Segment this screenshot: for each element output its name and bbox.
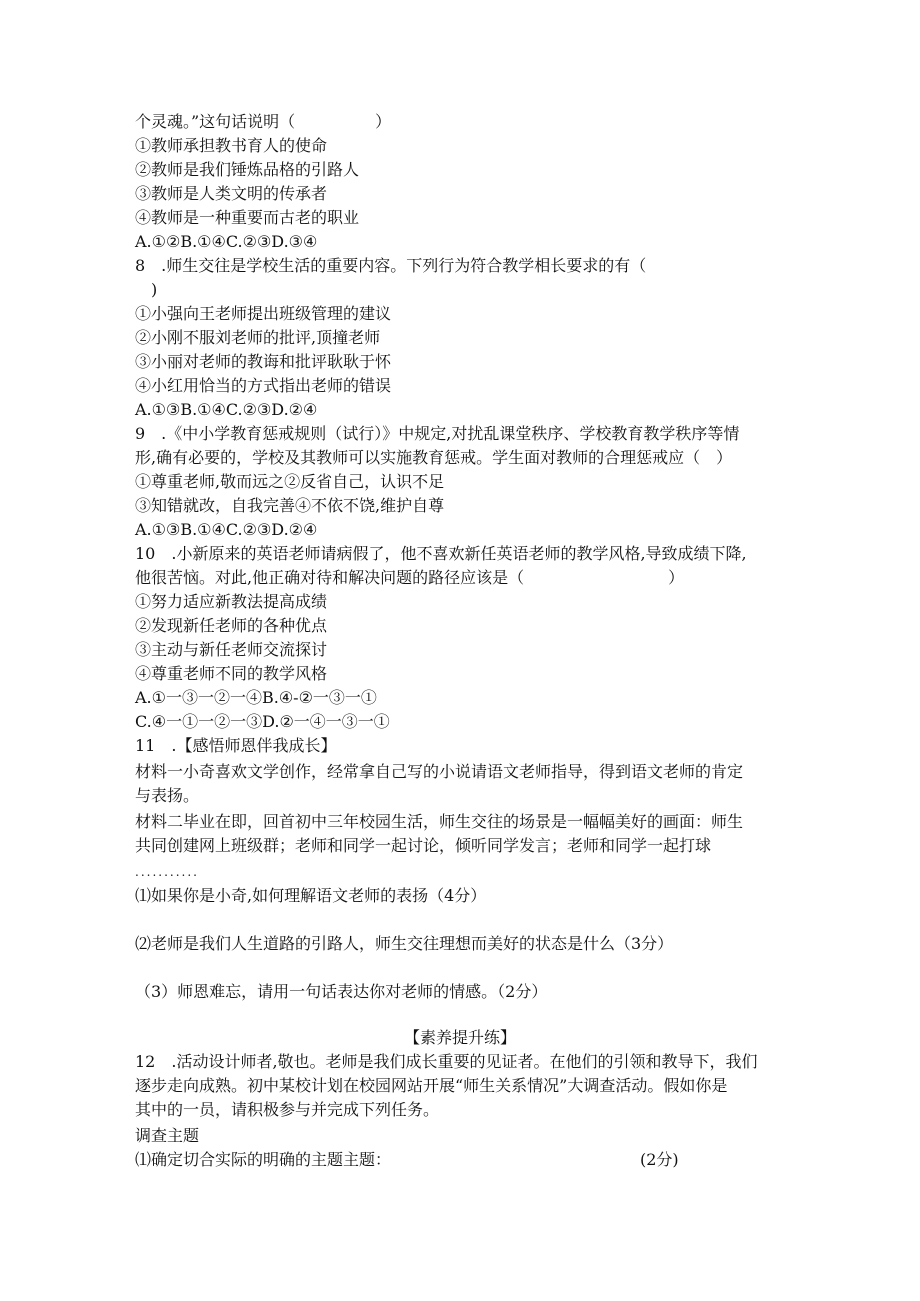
q8-option-1: ①小强向王老师提出班级管理的建议 [135,304,392,323]
q8-stem-cont: ) [135,280,158,299]
q7-option-3: ③教师是人类文明的传承者 [135,184,328,203]
q10-option-2: ②发现新任老师的各种优点 [135,616,328,635]
section-title: 【素养提升练】 [403,1028,516,1047]
q11-material2-line2: 共同创建网上班级群；老师和同学一起讨论，倾听同学发言；老师和同学一起打球 [135,836,712,855]
q9-options-line1: ①尊重老师,敬而远之②反省自己，认识不足 [135,472,445,491]
q7-option-1: ①教师承担教书育人的使命 [135,136,328,155]
q11-title: 11 .【感悟师恩伴我成长】 [135,736,337,755]
q12-stem-line2: 逐步走向成熟。初中某校计划在校园网站开展“师生关系情况”大调查活动。假如你是 [135,1076,728,1095]
q8-option-4: ④小红用恰当的方式指出老师的错误 [135,376,392,395]
q8-choices: A.①③B.①④C.②③D.②④ [135,400,318,419]
q12-stem-line1: 12 .活动设计师者,敬也。老师是我们成长重要的见证者。在他们的引领和教导下，我们 [135,1052,758,1071]
q12-subhead: 调查主题 [135,1126,200,1145]
q10-option-3: ③主动与新任老师交流探讨 [135,640,328,659]
q10-stem-line1: 10 .小新原来的英语老师请病假了，他不喜欢新任英语老师的教学风格,导致成绩下降, [135,544,747,563]
q10-stem-line2: 他很苦恼。对此,他正确对待和解决问题的路径应该是（ ） [135,568,685,587]
q11-material1-line1: 材料一小奇喜欢文学创作，经常拿自己写的小说请语文老师指导，得到语文老师的肯定 [135,762,744,781]
q9-options-line2: ③知错就改，自我完善④不依不饶,维护自尊 [135,496,445,515]
q10-choices-line2: C.④一①一②一③D.②一④一③一① [135,712,390,731]
q10-option-4: ④尊重老师不同的教学风格 [135,664,328,683]
q11-sub1: ⑴如果你是小奇,如何理解语文老师的表扬（4分） [135,886,487,905]
q8-option-3: ③小丽对老师的教诲和批评耿耿于怀 [135,352,392,371]
q12-stem-line3: 其中的一员，请积极参与并完成下列任务。 [135,1100,440,1119]
q12-sub1-score: (2分) [640,1150,679,1169]
q11-material1-line2: 与表扬。 [135,786,200,805]
q8-stem: 8 .师生交往是学校生活的重要内容。下列行为符合教学相长要求的有（ [135,256,647,275]
q9-choices: A.①③B.①④C.②③D.②④ [135,520,318,539]
q11-sub2: ⑵老师是我们人生道路的引路人，师生交往理想而美好的状态是什么（3分） [135,934,674,953]
q9-stem-line2: 形,确有必要的，学校及其教师可以实施教育惩戒。学生面对教师的合理惩戒应（ ） [135,448,733,467]
q7-stem-tail: 个灵魂。”这句话说明（ ） [135,112,392,131]
q11-material2-line1: 材料二毕业在即，回首初中三年校园生活，师生交往的场景是一幅幅美好的画面：师生 [135,812,744,831]
q7-option-4: ④教师是一种重要而古老的职业 [135,208,360,227]
q11-material2-ellipsis: ........... [135,865,199,879]
q7-option-2: ②教师是我们锤炼品格的引路人 [135,160,360,179]
q11-sub3: （3）师恩难忘，请用一句话表达你对老师的情感。（2分） [135,982,548,1001]
q7-choices: A.①②B.①④C.②③D.③④ [135,232,318,251]
q8-option-2: ②小刚不服刘老师的批评,顶撞老师 [135,328,381,347]
q12-sub1: ⑴确定切合实际的明确的主题主题： [135,1150,392,1169]
q10-choices-line1: A.①一③一②一④B.④-②一③一① [135,688,377,707]
q9-stem-line1: 9 .《中小学教育惩戒规则（试行）》中规定,对扰乱课堂秩序、学校教育教学秩序等情 [135,424,740,443]
q10-option-1: ①努力适应新教法提高成绩 [135,592,328,611]
